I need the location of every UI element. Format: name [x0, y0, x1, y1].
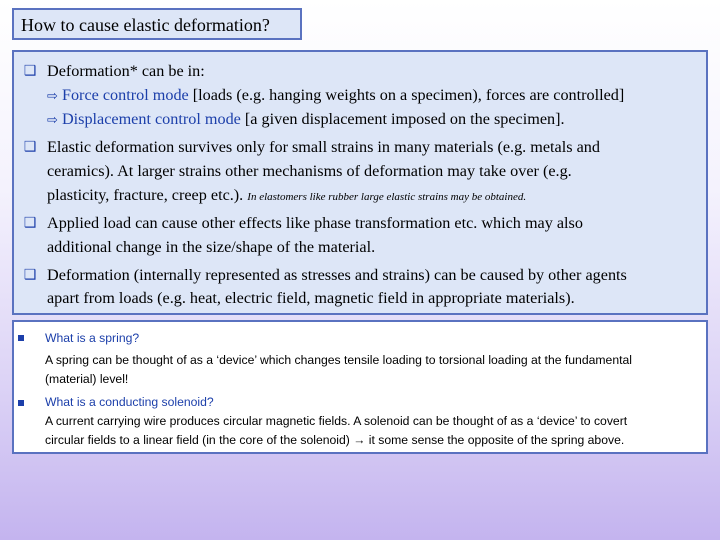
notes-box	[12, 320, 708, 454]
solenoid-answer-text-a: circular fields to a linear field (in the core of the solenoid)	[45, 433, 354, 447]
displacement-control-mode-label: Displacement control mode	[61, 110, 241, 128]
point-2-line-1: Elastic deformation survives only for small strains in many materials (e.g. metals and	[47, 138, 600, 156]
square-bullet-icon: ❑	[23, 139, 37, 155]
square-bullet-icon: ❑	[23, 63, 37, 79]
point-2-line-3	[47, 183, 707, 209]
spring-question: What is a spring?	[45, 331, 140, 345]
spring-answer-line-2: (material) level!	[45, 372, 129, 386]
force-control-mode-label: Force control mode	[61, 86, 189, 104]
point-2-line-3-text: plasticity, fracture, creep etc.).	[47, 186, 248, 204]
solenoid-question: What is a conducting solenoid?	[45, 395, 214, 409]
main-points-box	[12, 50, 708, 315]
point-2-line-2: ceramics). At larger strains other mechanisms of deformation may take over (e.g.	[47, 162, 572, 180]
point-1-sub-1	[47, 83, 707, 109]
force-control-mode-text: [loads (e.g. hanging weights on a specimen), forces are controlled]	[188, 86, 625, 104]
point-1-sub-2	[47, 107, 707, 133]
slide-title: How to cause elastic deformation?	[12, 8, 302, 40]
point-4-line-2: apart from loads (e.g. heat, electric field, magnetic field in appropriate materials).	[47, 289, 575, 307]
displacement-control-mode-text: [a given displacement imposed on the specimen].	[240, 110, 565, 128]
point-3-line-1: Applied load can cause other effects like phase transformation etc. which may also	[47, 214, 583, 232]
solenoid-answer-line-2	[45, 430, 695, 450]
square-bullet-icon: ❑	[23, 215, 37, 231]
point-1-line-1: Deformation* can be in:	[47, 62, 205, 80]
solenoid-answer-text-b: it some sense the opposite of the spring above.	[365, 433, 625, 447]
point-4-line-1: Deformation (internally represented as stresses and strains) can be caused by other agents	[47, 266, 627, 284]
point-3-line-2: additional change in the size/shape of the material.	[47, 238, 376, 256]
square-bullet-icon: ❑	[23, 267, 37, 283]
elastomer-note: In elastomers like rubber large elastic strains may be obtained.	[247, 191, 527, 203]
solenoid-answer-line-1: A current carrying wire produces circular magnetic fields. A solenoid can be thought of as a ‘device’ to covert	[45, 414, 628, 428]
spring-answer-line-1: A spring can be thought of as a ‘device’ which changes tensile loading to torsional loading at the fundamental	[45, 353, 632, 367]
right-arrow-icon: →	[353, 433, 366, 447]
outline-arrow-right-icon: ⇨	[47, 113, 58, 128]
small-square-bullet-icon	[18, 400, 24, 406]
small-square-bullet-icon	[18, 335, 24, 341]
outline-arrow-right-icon: ⇨	[47, 89, 58, 104]
